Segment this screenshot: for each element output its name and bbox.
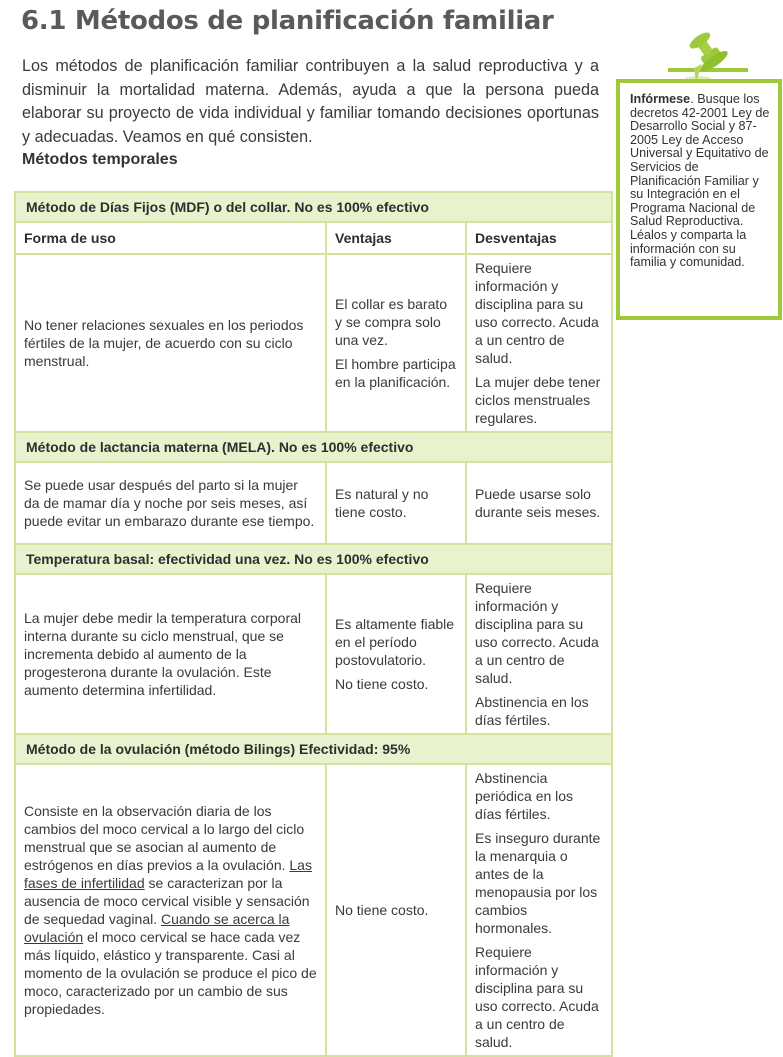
method-section-header [15, 192, 612, 222]
advantage-item: Es altamente fiable en el período postovulatorio. [335, 616, 455, 668]
disadvantages-cell [466, 764, 612, 1056]
disadvantages-cell [466, 462, 612, 544]
underlined-phrase: Cuando se acerca la ovulación [24, 911, 290, 945]
disadvantage-item: Requiere información y disciplina para su uso correcto. Acuda a un centro de salud. [475, 260, 599, 366]
usage-cell: Se puede usar después del parto si la mujer da de mamar día y noche por seis meses, así puede evitar un embarazo durante ese tiempo. [15, 462, 326, 544]
method-section-header [15, 734, 612, 764]
method-title: Método de lactancia materna (MELA). No es 100% efectivo [15, 432, 612, 462]
disadvantage-item: La mujer debe tener ciclos menstruales regulares. [475, 374, 601, 426]
table-row [15, 574, 612, 734]
note-text: . Busque los decretos 42-2001 Ley de Desarrollo Social y 87-2005 Ley de Acceso Universal y Equitativo de Servicios de Planificación Familiar y su Integración en el Programa Nacional de Salud Reproductiva. Léalos y comparta la información con su familia y comunidad. [630, 92, 770, 270]
disadvantage-item: Requiere información y disciplina para su uso correcto. Acuda a un centro de salud. [475, 944, 599, 1050]
advantages-cell [326, 764, 466, 1056]
intro-paragraph: Los métodos de planificación familiar contribuyen a la salud reproductiva y a disminuir la mortalidad materna. Además, ayuda a que la persona pueda elaborar su proyecto de vida individual y familiar tomando decisiones oportunas y adecuadas. Veamos en qué consisten. [22, 57, 599, 146]
disadvantage-item: Puede usarse solo durante seis meses. [475, 486, 601, 520]
pushpin-icon [668, 30, 748, 85]
section-subheading: Métodos temporales [22, 151, 178, 168]
header-usage: Forma de uso [15, 222, 326, 254]
advantage-item: No tiene costo. [335, 676, 429, 692]
advantage-item: El collar es barato y se compra solo una vez. [335, 296, 448, 348]
advantages-cell [326, 254, 466, 432]
info-note [616, 79, 782, 320]
advantage-item: Es natural y no tiene costo. [335, 486, 429, 520]
usage-text: el moco cervical se hace cada vez más líquido, elástico y transparente. Casi al momento de la ovulación se produce el pico de moco, caracterizado por un cambio de sus propiedades. [24, 929, 317, 1017]
underlined-phrase: Las fases de infertilidad [24, 857, 312, 891]
usage-text: se caracterizan por la ausencia de moco cervical visible y sensación de sequedad vaginal. [24, 875, 310, 927]
usage-cell: No tener relaciones sexuales en los periodos fértiles de la mujer, de acuerdo con su ciclo menstrual. [15, 254, 326, 432]
disadvantage-item: Abstinencia periódica en los días fértiles. [475, 770, 574, 822]
disadvantage-item: Requiere información y disciplina para su uso correcto. Acuda a un centro de salud. [475, 580, 599, 686]
usage-text: Consiste en la observación diaria de los cambios del moco cervical a lo largo del ciclo menstrual que se asocian al aumento de estrógenos en días previos a la ovulación. [24, 803, 305, 873]
method-section-header [15, 544, 612, 574]
disadvantages-cell [466, 254, 612, 432]
header-advantages: Ventajas [326, 222, 466, 254]
column-headers [15, 222, 612, 254]
method-title: Temperatura basal: efectividad una vez. No es 100% efectivo [15, 544, 612, 574]
page-title: 6.1 Métodos de planificación familiar [21, 6, 554, 36]
advantage-item: No tiene costo. [335, 902, 429, 918]
advantages-cell [326, 574, 466, 734]
advantages-cell [326, 462, 466, 544]
disadvantages-cell [466, 574, 612, 734]
usage-cell [15, 764, 326, 1056]
methods-table [14, 191, 613, 1057]
advantage-item: El hombre participa en la planificación. [335, 356, 456, 390]
usage-cell: La mujer debe medir la temperatura corporal interna durante su ciclo menstrual, que se incrementa debido al aumento de la progesterona durante la ovulación. Este aumento determina infertilidad. [15, 574, 326, 734]
table-row [15, 764, 612, 1056]
disadvantage-item: Es inseguro durante la menarquia o antes de la menopausia por los cambios hormonales. [475, 830, 601, 936]
method-section-header [15, 432, 612, 462]
table-row [15, 462, 612, 544]
note-lead: Infórmese [630, 92, 691, 106]
method-title: Método de la ovulación (método Bilings) Efectividad: 95% [15, 734, 612, 764]
method-title: Método de Días Fijos (MDF) o del collar. No es 100% efectivo [15, 192, 612, 222]
header-disadvantages: Desventajas [466, 222, 612, 254]
table-row [15, 254, 612, 432]
disadvantage-item: Abstinencia en los días fértiles. [475, 694, 589, 728]
